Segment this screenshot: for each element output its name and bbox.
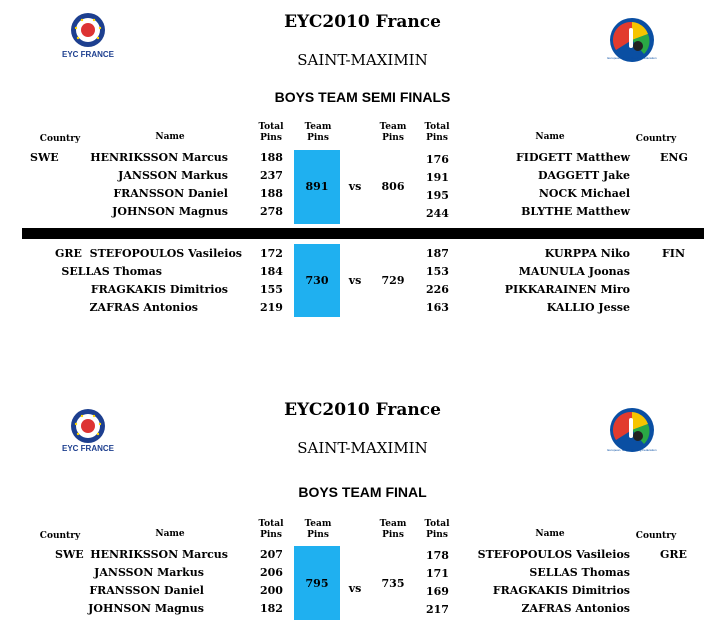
- player-pins-left: 278: [260, 205, 283, 218]
- player-name-left: SELLAS Thomas: [61, 265, 162, 278]
- player-pins-left: 207: [260, 548, 283, 561]
- player-name-right: NOCK Michael: [538, 187, 630, 200]
- player-pins-right: 176: [426, 153, 449, 166]
- player-pins-left: 184: [260, 265, 283, 278]
- venue: SAINT-MAXIMIN: [297, 439, 428, 457]
- player-pins-right: 178: [426, 549, 449, 562]
- player-pins-right: 226: [426, 283, 449, 296]
- header-team-pins-left: Team Pins: [304, 122, 332, 143]
- player-name-right: DAGGETT Jake: [537, 169, 630, 182]
- header-name-left: Name: [155, 132, 185, 142]
- player-name-right: STEFOPOULOS Vasileios: [477, 548, 630, 561]
- vs-label: vs: [348, 582, 362, 595]
- player-name-left: FRANSSON Daniel: [89, 584, 204, 597]
- event-title: EYC2010 France: [284, 400, 441, 420]
- player-name-left: JOHNSON Magnus: [88, 602, 204, 615]
- country-left: GRE: [55, 247, 82, 260]
- player-name-right: MAUNULA Joonas: [518, 265, 630, 278]
- header-total-pins-right: Total Pins: [424, 519, 450, 540]
- player-name-left: FRANSSON Daniel: [113, 187, 228, 200]
- player-name-left: ZAFRAS Antonios: [89, 301, 198, 314]
- player-pins-left: 188: [260, 151, 283, 164]
- header-country-right: Country: [635, 531, 677, 541]
- etbf-logo-text: European Tenpin Bowling Federation: [607, 448, 657, 452]
- player-pins-left: 219: [260, 301, 283, 314]
- player-pins-left: 188: [260, 187, 283, 200]
- event-title: EYC2010 France: [284, 12, 441, 32]
- header-team-pins-left: Team Pins: [304, 519, 332, 540]
- player-name-right: BLYTHE Matthew: [521, 205, 630, 218]
- player-name-right: FIDGETT Matthew: [515, 151, 630, 164]
- player-pins-left: 200: [260, 584, 283, 597]
- team-total-right: 735: [381, 577, 405, 590]
- player-name-right: PIKKARAINEN Miro: [504, 283, 630, 296]
- player-name-right: FRAGKAKIS Dimitrios: [492, 584, 630, 597]
- player-name-left: STEFOPOULOS Vasileios: [89, 247, 242, 260]
- header-total-pins-left: Total Pins: [258, 519, 284, 540]
- player-name-right: SELLAS Thomas: [529, 566, 630, 579]
- player-pins-left: 155: [260, 283, 283, 296]
- country-left: SWE: [55, 548, 84, 561]
- team-total-left: 795: [305, 577, 329, 590]
- player-pins-right: 163: [426, 301, 449, 314]
- etbf-logo-text: European Tenpin Bowling Federation: [607, 56, 657, 60]
- country-right: ENG: [660, 151, 688, 164]
- player-pins-right: 153: [426, 265, 449, 278]
- player-pins-left: 206: [260, 566, 283, 579]
- player-name-left: FRAGKAKIS Dimitrios: [90, 283, 228, 296]
- eyc-france-logo-text: EYC FRANCE: [61, 50, 114, 59]
- venue: SAINT-MAXIMIN: [297, 51, 428, 69]
- player-pins-right: 169: [426, 585, 449, 598]
- header-total-pins-left: Total Pins: [258, 122, 284, 143]
- player-pins-right: 187: [426, 247, 449, 260]
- team-total-right: 729: [381, 274, 405, 287]
- eyc-france-logo-text: EYC FRANCE: [61, 444, 114, 453]
- player-name-right: KURPPA Niko: [544, 247, 630, 260]
- player-pins-left: 237: [260, 169, 283, 182]
- section-heading: BOYS TEAM SEMI FINALS: [274, 89, 451, 105]
- player-name-left: JANSSON Markus: [94, 566, 204, 579]
- header-country-left: Country: [39, 531, 81, 541]
- team-total-right: 806: [381, 180, 405, 193]
- vs-label: vs: [348, 180, 362, 193]
- player-name-right: KALLIO Jesse: [546, 301, 630, 314]
- header-name-right: Name: [535, 132, 565, 142]
- country-right: FIN: [662, 247, 686, 260]
- player-name-left: HENRIKSSON Marcus: [90, 151, 228, 164]
- section-heading: BOYS TEAM FINAL: [298, 484, 427, 500]
- header-country-right: Country: [635, 134, 677, 144]
- player-pins-right: 217: [426, 603, 449, 616]
- header-team-pins-right: Team Pins: [379, 122, 407, 143]
- header-total-pins-right: Total Pins: [424, 122, 450, 143]
- player-name-left: JANSSON Markus: [118, 169, 228, 182]
- player-pins-right: 171: [426, 567, 449, 580]
- vs-label: vs: [348, 274, 362, 287]
- match-divider: [22, 228, 704, 239]
- player-name-right: ZAFRAS Antonios: [521, 602, 630, 615]
- player-name-left: JOHNSON Magnus: [112, 205, 228, 218]
- player-pins-left: 182: [260, 602, 283, 615]
- country-left: SWE: [30, 151, 59, 164]
- country-right: GRE: [660, 548, 687, 561]
- player-pins-right: 244: [426, 207, 449, 220]
- header-team-pins-right: Team Pins: [379, 519, 407, 540]
- player-pins-right: 191: [426, 171, 449, 184]
- player-name-left: HENRIKSSON Marcus: [90, 548, 228, 561]
- header-country-left: Country: [39, 134, 81, 144]
- header-name-left: Name: [155, 529, 185, 539]
- player-pins-right: 195: [426, 189, 449, 202]
- team-total-left: 730: [305, 274, 329, 287]
- team-total-left: 891: [305, 180, 329, 193]
- header-name-right: Name: [535, 529, 565, 539]
- player-pins-left: 172: [260, 247, 283, 260]
